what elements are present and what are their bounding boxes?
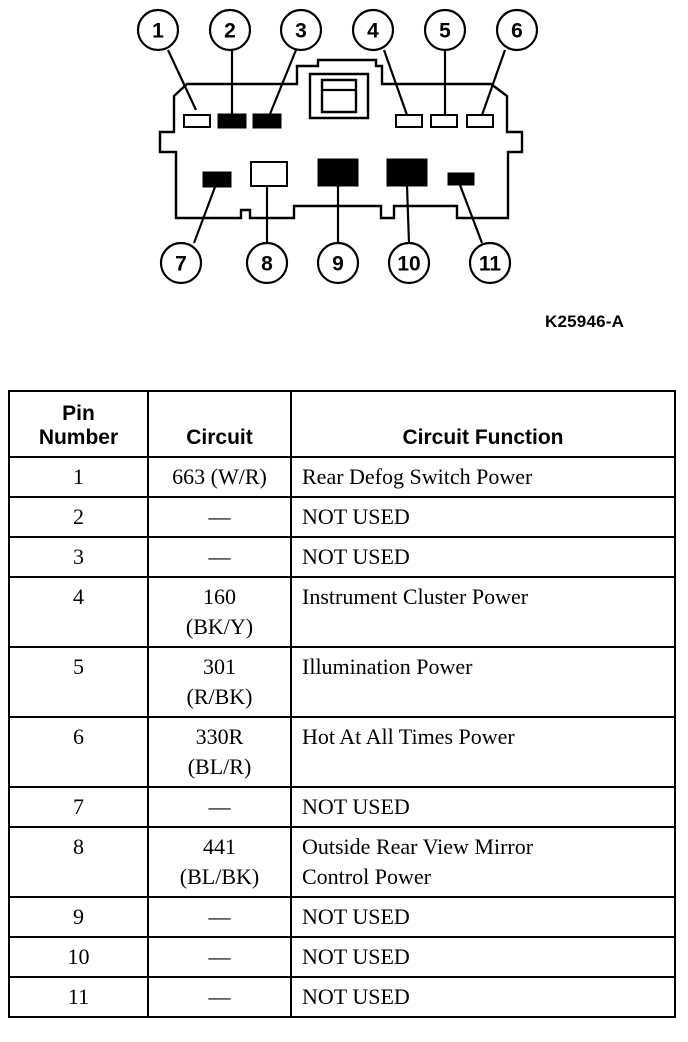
- circuit-function-cell: [291, 457, 675, 497]
- pin-slot-5: [431, 115, 457, 127]
- pin-slot-1: [184, 115, 210, 127]
- circuit-cell: [148, 897, 291, 937]
- circuit-line1: —: [208, 904, 231, 929]
- pin-callout-label: 7: [175, 252, 187, 276]
- header-circuit-function: Circuit Function: [291, 391, 675, 457]
- pin-number-cell: 3: [9, 537, 148, 577]
- header-pin-number: [9, 391, 148, 457]
- circuit-cell: [148, 647, 291, 717]
- table-row: [9, 457, 675, 497]
- circuit-function-cell: [291, 827, 675, 897]
- pin-slot-2: [218, 114, 246, 128]
- pin-number-cell: 6: [9, 717, 148, 787]
- pin-slot-10: [387, 159, 427, 186]
- function-line1: NOT USED: [302, 504, 410, 529]
- header-pin-line2: Number: [38, 426, 119, 449]
- circuit-line1: 330R: [195, 724, 244, 749]
- pin-number-cell: 8: [9, 827, 148, 897]
- pin-number-cell: 1: [9, 457, 148, 497]
- circuit-line1: —: [208, 504, 231, 529]
- circuit-cell: [148, 937, 291, 977]
- circuit-cell: [148, 577, 291, 647]
- header-circuit: Circuit: [148, 391, 291, 457]
- table-header-row: [9, 391, 675, 457]
- table-row: [9, 577, 675, 647]
- circuit-line1: —: [208, 794, 231, 819]
- function-line1: Outside Rear View Mirror: [302, 834, 534, 859]
- circuit-line1: 663 (W/R): [172, 464, 267, 489]
- circuit-line2: (R/BK): [186, 684, 253, 709]
- function-line1: NOT USED: [302, 794, 410, 819]
- pin-number-cell: 10: [9, 937, 148, 977]
- pin-slot-8: [251, 162, 287, 186]
- table-row: [9, 827, 675, 897]
- circuit-function-cell: [291, 577, 675, 647]
- pin-callout-label: 6: [511, 19, 523, 43]
- function-line1: NOT USED: [302, 904, 410, 929]
- pin-callout-label: 11: [478, 252, 502, 276]
- circuit-line1: 301: [203, 654, 236, 679]
- pin-number-cell: 7: [9, 787, 148, 827]
- pin-number-cell: 5: [9, 647, 148, 717]
- pin-callout-label: 2: [224, 19, 236, 43]
- circuit-line1: —: [208, 984, 231, 1009]
- connector-diagram: [0, 0, 688, 300]
- circuit-cell: [148, 787, 291, 827]
- circuit-function-cell: [291, 497, 675, 537]
- pin-table: [8, 390, 676, 1018]
- circuit-line1: —: [208, 544, 231, 569]
- circuit-cell: [148, 457, 291, 497]
- circuit-function-cell: [291, 787, 675, 827]
- circuit-cell: [148, 717, 291, 787]
- table-row: [9, 647, 675, 717]
- function-line2: Control Power: [302, 864, 431, 889]
- function-line1: NOT USED: [302, 984, 410, 1009]
- table-row: [9, 717, 675, 787]
- circuit-function-cell: [291, 937, 675, 977]
- circuit-line1: 160: [203, 584, 236, 609]
- pin-number-cell: 11: [9, 977, 148, 1017]
- pin-callout-label: 10: [397, 252, 421, 276]
- circuit-line2: (BL/BK): [179, 864, 260, 889]
- circuit-function-cell: [291, 647, 675, 717]
- pin-callout-label: 9: [332, 252, 344, 276]
- function-line1: Instrument Cluster Power: [302, 584, 529, 609]
- table-row: [9, 787, 675, 827]
- circuit-cell: [148, 827, 291, 897]
- pin-callout-label: 8: [261, 252, 273, 276]
- pin-callout-label: 4: [367, 19, 379, 43]
- pin-number-cell: 2: [9, 497, 148, 537]
- table-row: [9, 537, 675, 577]
- pin-slot-7: [203, 172, 231, 187]
- circuit-line2: (BK/Y): [185, 614, 254, 639]
- connector-latch-inner: [322, 80, 356, 112]
- pin-slot-4: [396, 115, 422, 127]
- function-line1: Illumination Power: [302, 654, 473, 679]
- circuit-function-cell: [291, 717, 675, 787]
- pin-slot-6: [467, 115, 493, 127]
- function-line1: Hot At All Times Power: [302, 724, 515, 749]
- circuit-line2: (BL/R): [187, 754, 252, 779]
- table-row: [9, 937, 675, 977]
- pin-rows: [9, 457, 675, 1017]
- circuit-line1: —: [208, 944, 231, 969]
- figure-id: K25946-A: [545, 312, 625, 331]
- pin-number-cell: 9: [9, 897, 148, 937]
- pin-slot-11: [448, 173, 474, 185]
- function-line1: Rear Defog Switch Power: [302, 464, 533, 489]
- circuit-cell: [148, 497, 291, 537]
- circuit-cell: [148, 977, 291, 1017]
- circuit-function-cell: [291, 897, 675, 937]
- function-line1: NOT USED: [302, 544, 410, 569]
- table-row: [9, 497, 675, 537]
- circuit-cell: [148, 537, 291, 577]
- pin-slot-3: [253, 114, 281, 128]
- table-row: [9, 897, 675, 937]
- circuit-line1: 441: [203, 834, 236, 859]
- pin-slot-9: [318, 159, 358, 186]
- function-line1: NOT USED: [302, 944, 410, 969]
- table-row: [9, 977, 675, 1017]
- header-pin-line1: Pin: [62, 402, 95, 425]
- pin-number-cell: 4: [9, 577, 148, 647]
- circuit-function-cell: [291, 537, 675, 577]
- pin-callout-label: 1: [152, 19, 164, 43]
- pin-callout-label: 3: [295, 19, 307, 43]
- pin-callout-label: 5: [439, 19, 451, 43]
- circuit-function-cell: [291, 977, 675, 1017]
